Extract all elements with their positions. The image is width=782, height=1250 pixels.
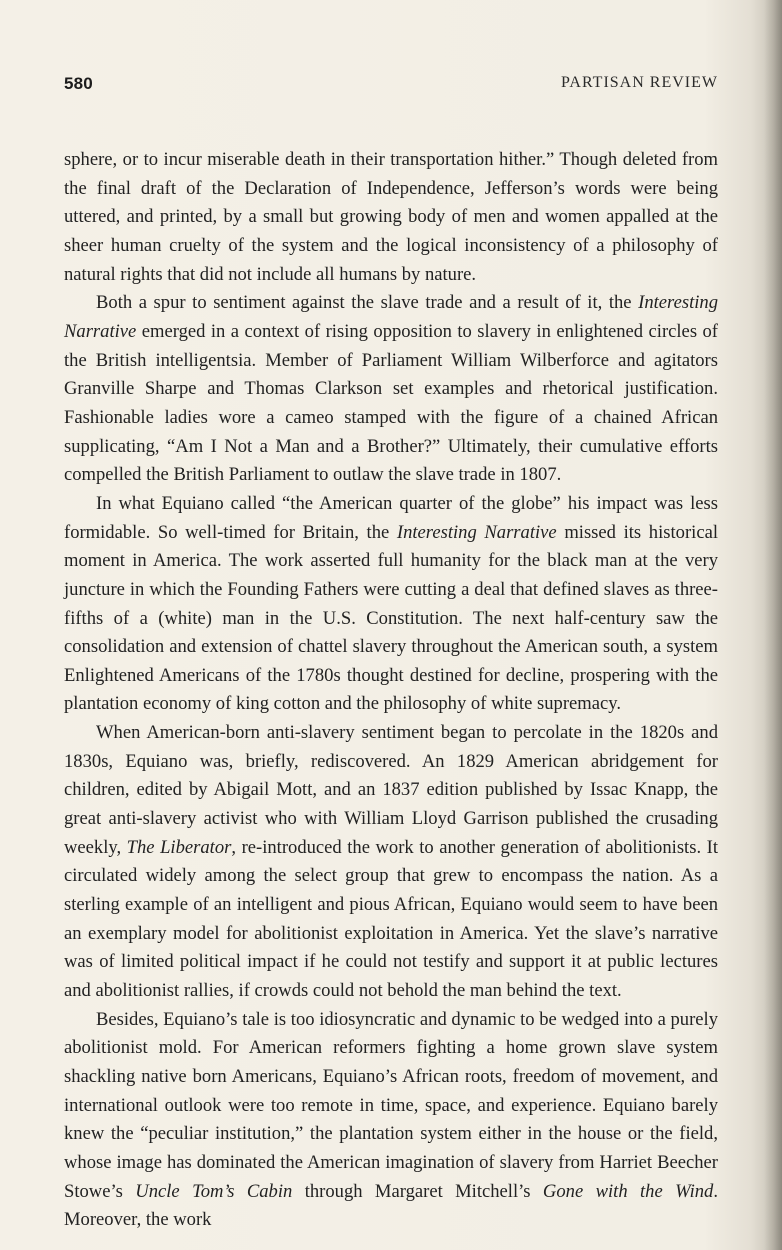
paragraph-text: . Moreover, the work (64, 1180, 718, 1231)
journal-title: PARTISAN REVIEW (560, 74, 718, 91)
paragraph (64, 490, 718, 719)
italic-title: Uncle Tom’s Cabin (135, 1180, 293, 1202)
paragraph-text: When American-born anti-slavery sentiment began to percolate in the 1820s and 1830s, Equiano was, briefly, rediscovered. An 1829 American abridgement for children, edited by Abigail Mott, and an 1837 edition published by Issac Knapp, the great anti-slavery activist who with William Lloyd Garrison published the crusading weekly, (64, 722, 718, 858)
italic-title: Gone with the Wind (542, 1180, 714, 1202)
paragraph (64, 1006, 718, 1235)
paragraph-text: In what Equiano called “the American quarter of the globe” his impact was less formidable. So well-timed for Britain, the (64, 492, 718, 543)
italic-title: Interesting Narrative (64, 292, 718, 342)
paragraph-text: emerged in a context of rising opposition to slavery in enlightened circles of the British intelligentsia. Member of Parliament William Wilberforce and agitators Granville Sharpe and Thomas Clarkson set examples and rhetorical justification. Fashionable ladies wore a cameo stamped with the figure of a chained African supplicating, “Am I Not a Man and a Brother?” Ultimately, their cumulative efforts compelled the British Parliament to outlaw the slave trade in 1807. (64, 320, 718, 486)
page-number: 580 (64, 74, 93, 93)
paragraph (64, 719, 718, 1006)
paragraph-text: sphere, or to incur miserable death in their transportation hither.” Though deleted from the final draft of the Declaration of Independence, Jefferson’s words were being uttered, and printed, by a small but growing body of men and women appalled at the sheer human cruelty of the system and the logical inconsistency of a philosophy of natural rights that did not include all humans by nature. (64, 149, 718, 285)
paragraph-text: Both a spur to sentiment against the slave trade and a result of it, the (96, 292, 639, 314)
page-spine-shadow (764, 0, 782, 1250)
paragraph-text: missed its historical moment in America. The work asserted full humanity for the black man at the very juncture in which the Founding Fathers were cutting a deal that defined slaves as three-fifths of a (white) man in the U.S. Constitution. The next half-century saw the consolidation and extension of chattel slavery throughout the American south, a system Enlightened Americans of the 1780s thought destined for decline, prospering with the plantation economy of king cotton and the philosophy of white supremacy. (64, 521, 718, 715)
italic-title: The Liberator (126, 836, 232, 858)
body-text (64, 146, 718, 1235)
paragraph-text: Besides, Equiano’s tale is too idiosyncratic and dynamic to be wedged into a purely abolitionist mold. For American reformers fighting a home grown slave system shackling native born Americans, Equiano’s African roots, freedom of movement, and international outlook were too remote in time, space, and experience. Equiano barely knew the “peculiar institution,” the plantation system either in the house or the field, whose image has dominated the American imagination of slavery from Harriet Beecher Stowe’s (64, 1008, 718, 1202)
paragraph-text: , re-introduced the work to another generation of abolitionists. It circulated widely among the select group that grew to encompass the nation. As a sterling example of an intelligent and pious African, Equiano would seem to have been an exemplary model for abolitionist exploitation in America. Yet the slave’s narrative was of limited political impact if he could not testify and support it at public lectures and abolitionist rallies, if crowds could not behold the man behind the text. (64, 836, 718, 1002)
paragraph-text: through Margaret Mitchell’s (292, 1180, 543, 1202)
paragraph (64, 289, 718, 490)
running-head (64, 74, 718, 100)
italic-title: Interesting Narrative (396, 521, 557, 543)
paragraph (64, 146, 718, 289)
